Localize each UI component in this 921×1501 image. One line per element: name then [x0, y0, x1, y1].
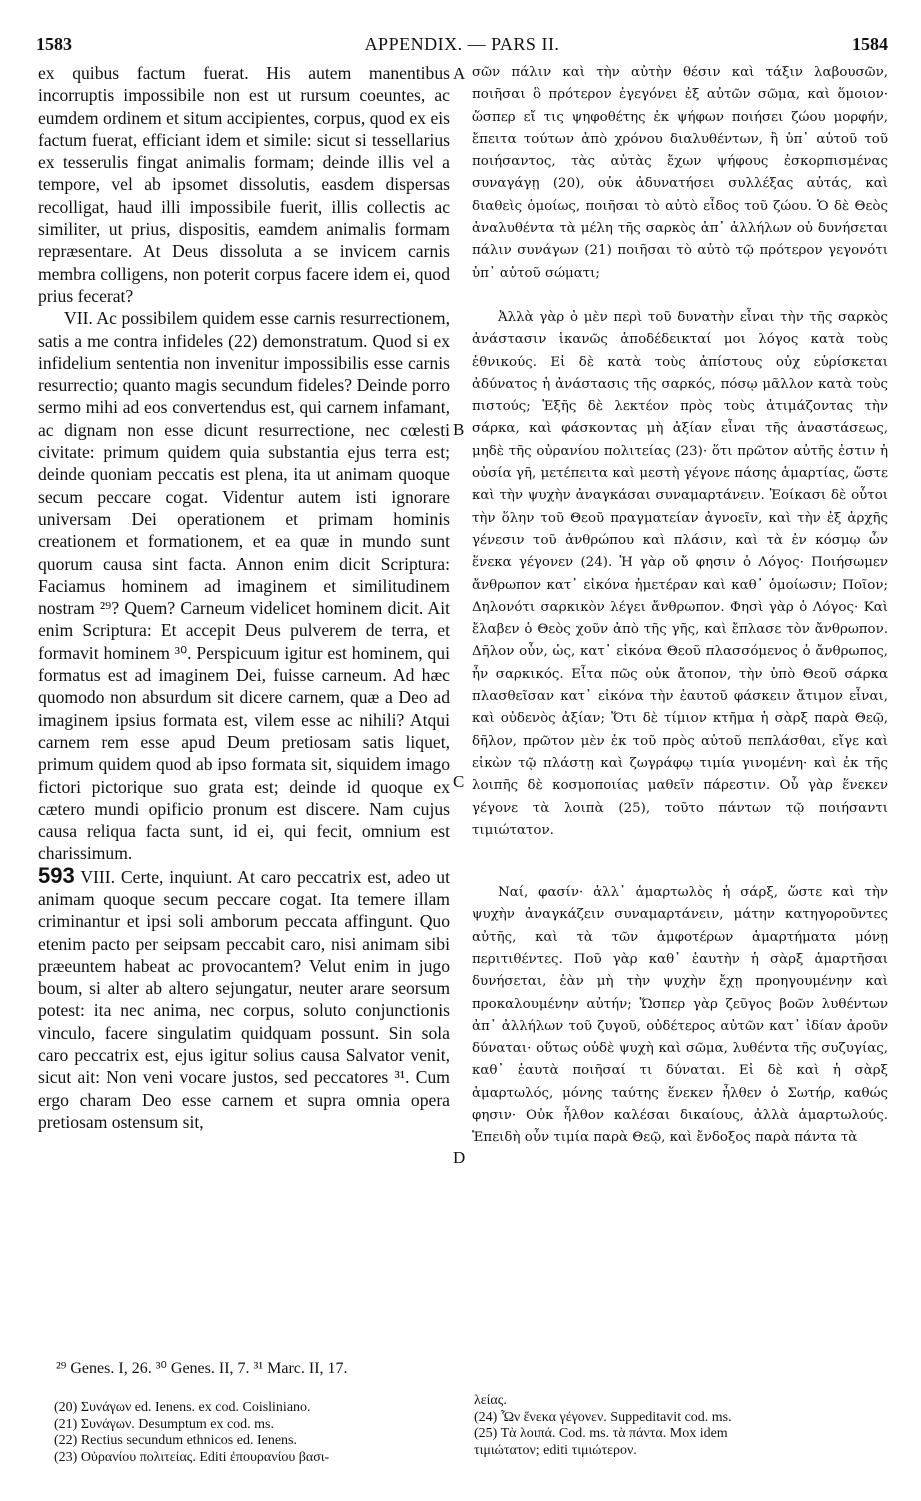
latin-paragraph-3 [38, 862, 450, 1134]
greek-paragraph-2: Ἀλλὰ γὰρ ὁ μὲν περὶ τοῦ δυνατὴν εἶναι τὴν τῆς σαρκὸς ἀνάστασιν ἱκανῶς ἀποδέδεικταί μοι λόγος κατὰ τοὺς ἐθνικούς. Εἰ δὲ κατὰ τοὺς ἀπίστους οὐχ εὑρίσκεται ἀδύνατος ἡ ἀνάστασις τῆς σαρκός, πόσῳ μᾶλλον κατὰ τοὺς πιστούς; Ἑξῆς δὲ λεκτέον πρὸς τοὺς ἀτιμάζοντας τὴν σάρκα, καὶ φάσκοντας μὴ ἀξίαν εἶναι τῆς ἀναστάσεως, μηδὲ τῆς οὐρανίου πολιτείας (23)· ὅτι πρῶτον αὐτῆς ἐστιν ἡ οὐσία γῆ, μετέπειτα καὶ μεστὴ γέγονε πάσης ἁμαρτίας, ὥστε καὶ τὴν ψυχὴν ἀναγκάσαι συναμαρτάνειν. Ἐοίκασι δὲ οὗτοι τὴν ὅλην τοῦ Θεοῦ πραγματείαν ἀγνοεῖν, καὶ τὴν ἐξ ἀρχῆς γένεσιν τοῦ ἀνθρώπου καὶ πλάσιν, καὶ τὰ ἐν κόσμῳ ὧν ἕνεκα γέγονεν (24). Ἡ γὰρ οὔ φησιν ὁ Λόγος· Ποιήσωμεν ἄνθρωπον κατ᾽ εἰκόνα ἡμετέραν καὶ καθ᾽ ὁμοίωσιν; Ποῖον; Δηλονότι σαρκικὸν λέγει ἄνθρωπον. Φησὶ γὰρ ὁ Λόγος· Καὶ ἔλαβεν ὁ Θεὸς χοῦν ἀπὸ τῆς γῆς, καὶ ἔπλασε τὸν ἄνθρωπον. Δῆλον οὖν, ὡς, κατ᾽ εἰκόνα Θεοῦ πλασσόμενος ὁ ἄνθρωπος, ἦν σαρκικός. Εἶτα πῶς οὐκ ἄτοπον, τὴν ὑπὸ Θεοῦ σάρκα πλασθεῖσαν κατ᾽ εἰκόνα τὴν ἑαυτοῦ φάσκειν ἄτιμον εἶναι, καὶ οὐδενὸς ἀξίαν; Ὅτι δὲ τίμιον κτῆμα ἡ σὰρξ παρὰ Θεῷ, δῆλον, πρῶτον μὲν ἐκ τοῦ πρὸς αὐτοῦ πεπλάσθαι, εἴγε καὶ εἰκὼν τῷ πλάστῃ καὶ ζωγράφῳ τιμία γινομένη· καὶ ἐκ τῆς λοιπῆς δὲ κοσμοποιίας μαθεῖν πάρεστιν. Οὗ γὰρ ἕνεκεν γέγονε τὰ λοιπὰ (25), τοῦτο πάντων τῷ ποιήσαντι τιμιώτατον. [472, 309, 888, 838]
greek-paragraph-3: Ναί, φασίν· ἀλλ᾽ ἁμαρτωλὸς ἡ σάρξ, ὥστε καὶ τὴν ψυχὴν ἀναγκάζειν συναμαρτάνειν, μάτην κατηγοροῦντες αὐτῆς, καὶ τὰ τῶν ἀμφοτέρων ἁμαρτήματα μόνῃ περιτιθέντες. Ποῦ γὰρ καθ᾽ ἑαυτὴν ἡ σὰρξ ἁμαρτῆσαι δυνήσεται, ἐὰν μὴ τὴν ψυχὴν ἔχῃ προηγουμένην καὶ προκαλουμένην αὐτήν; Ὥσπερ γὰρ ζεῦγος βοῶν λυθέντων ἀπ᾽ ἀλλήλων τοῦ ζυγοῦ, οὐδέτερος αὐτῶν κατ᾽ ἰδίαν ἀροῦν δύναται· οὕτως οὐδὲ ψυχὴ καὶ σῶμα, λυθέντα τῆς συζυγίας, καθ᾽ ἑαυτὰ ποιῆσαί τι δύναται. Εἰ δὲ καὶ ἡ σὰρξ ἁμαρτωλός, μόνης ταύτης ἕνεκεν ἦλθεν ὁ Σωτήρ, καθώς φησιν· Οὐκ ἦλθον καλέσαι δικαίους, ἀλλὰ ἁμαρτωλούς. Ἐπειδὴ οὖν τιμία παρὰ Θεῷ, καὶ ἔνδοξος παρὰ πάντα τὰ [472, 885, 888, 1146]
footnote-23-continued: λείας. [474, 1393, 507, 1408]
footnotes-left [54, 1400, 454, 1466]
right-page-number: 1584 [852, 34, 888, 54]
running-title: APPENDIX. — PARS II. [364, 34, 560, 54]
footnotes-right [474, 1393, 888, 1459]
margin-letter-a: A [453, 64, 466, 83]
margin-letter-d: D [453, 1148, 466, 1167]
column-number: 593 [38, 862, 75, 888]
margin-letter-c: C [453, 772, 465, 791]
footnote-20: (20) Συνάγων ed. Ienens. ex cod. Coisliniano. [54, 1400, 311, 1415]
latin-column [38, 62, 450, 1133]
footnote-21: (21) Συνάγων. Desumptum ex cod. ms. [54, 1416, 275, 1432]
greek-paragraph-1: σῶν πάλιν καὶ τὴν αὐτὴν θέσιν καὶ τάξιν λαβουσῶν, ποιῆσαι ὃ πρότερον ἐγεγόνει ἐξ αὐτῶν σῶμα, καὶ ὅμοιον· ὥσπερ εἴ τις ψηφοθέτης ἐκ ψήφων ποιήσει ζώου μορφήν, ἔπειτα τούτων ἀπὸ χρόνου διαλυθέντων, ἢ ὑπ᾽ αὐτοῦ τοῦ ποιήσαντος, τὰς αὐτὰς ἔχων ψήφους ἐσκορπισμένας συναγάγῃ (20), οὐκ ἀδυνατήσει συλλέξας αὐτάς, καὶ διαθεὶς ὁμοίως, ποιῆσαι τὸ αὐτὸ εἶδος τοῦ ζώου. Ὁ δὲ Θεὸς ἀναλυθέντα τὰ μέλη τῆς σαρκὸς ἀπ᾽ ἀλλήλων οὐ δυνήσεται πάλιν συνάγων (21) ποιῆσαι τὸ αὐτὸ τῷ πρότερον γεγονότι ὑπ᾽ αὐτοῦ σώματι; [472, 65, 888, 281]
scripture-references: ²⁹ Genes. I, 26. ³⁰ Genes. II, 7. ³¹ Marc. II, 17. [56, 1360, 348, 1377]
latin-paragraph-1: ex quibus factum fuerat. His autem manentibus incorruptis impossibile non est ut rursum coeuntes, ac eumdem ordinem et situm accipientes, corpus, quod ex eis factum fuerat, efficiant idem et simile: sicut si tessellarius ex tesserulis fingat animalis formam; deinde illis vel a tempore, vel ab ipsomet dissolutis, easdem dispersas recolligat, haud illi impossibile fuerit, illis collectis ac similiter, ut prius, dispositis, eamdem animalis formam repræsentare. At Deus dissoluta a se invicem carnis membra colligens, non poterit corpus facere idem ei, quod prius fecerat? [38, 63, 450, 306]
footnote-24: (24) Ὧν ἕνεκα γέγονεν. Suppeditavit cod. ms. [474, 1409, 732, 1425]
footnote-23: (23) Οὐρανίου πολιτείας. Editi ἐπουρανίου βασι- [54, 1449, 330, 1465]
left-page-number: 1583 [36, 34, 72, 54]
footnote-25: (25) Τὰ λοιπά. Cod. ms. τὰ πάντα. Mox idem [474, 1426, 728, 1441]
greek-column [472, 62, 888, 1150]
footnote-22: (22) Rectius secundum ethnicos ed. Ienens. [54, 1433, 297, 1448]
latin-paragraph-3-text: VIII. Certe, inquiunt. At caro peccatrix est, adeo ut animam quoque secum peccare cogat. Ita temere illam criminantur et ipsi soli amborum peccata affingunt. Quo etenim pacto per seipsam peccabit caro, nisi animam sibi præeuntem habeat ac provocantem? Velut enim in jugo boum, si alter ab altero sejungatur, neuter arare seorsum potest: ita nec anima, nec corpus, soluto conjunctionis vinculo, facere singulatim quidquam possunt. Sin sola caro peccatrix est, ejus igitur solius causa Salvator venit, sicut ait: Non veni vocare justos, sed peccatores ³¹. Cum ergo charam Deo esse carnem et supra omnia opera pretiosam ostensum sit, [38, 866, 450, 1132]
page-header [36, 34, 888, 58]
latin-paragraph-2: VII. Ac possibilem quidem esse carnis resurrectionem, satis a me contra infideles (22) demonstratum. Quod si ex infidelium sententia non invenitur impossibilis esse carnis resurrectio; quanto magis secundum fideles? Deinde porro sermo mihi ad eos convertendus est, qui carnem infamant, ac dignam non esse dicunt resurrectione, nec cœlesti civitate: primum quidem quia substantia ejus terra est; deinde quoniam peccatis est plena, ita ut animam quoque secum peccare cogat. Videntur autem isti ignorare universam Dei operationem et primam hominis creationem et formationem, et ea quæ in mundo sunt quorum causa sint facta. Annon enim dicit Scriptura: Faciamus hominem ad imaginem et similitudinem nostram ²⁹? Quem? Carneum videlicet hominem dicit. Ait enim Scriptura: Et accepit Deus pulverem de terra, et formavit hominem ³⁰. Perspicuum igitur est hominem, qui formatus est ad imaginem Dei, fuisse carneum. Ad hæc quomodo non absurdum sit dicere carnem, quæ a Deo ad imaginem ipsius formata est, vilem esse ac nihili? Atqui carnem rem esse apud Deum pretiosam satis liquet, primum quidem quod ab ipso formata sit, siquidem imago fictori pictorique suo grata est; deinde id quoque ex cætero mundi opificio pronum est discere. Nam cujus causa reliqua facta sunt, id ei, qui fecit, omnium est charissimum. [38, 308, 450, 864]
margin-letter-b: B [453, 420, 465, 439]
footnote-25-continued: τιμιώτατον; editi τιμιώτερον. [474, 1442, 637, 1458]
